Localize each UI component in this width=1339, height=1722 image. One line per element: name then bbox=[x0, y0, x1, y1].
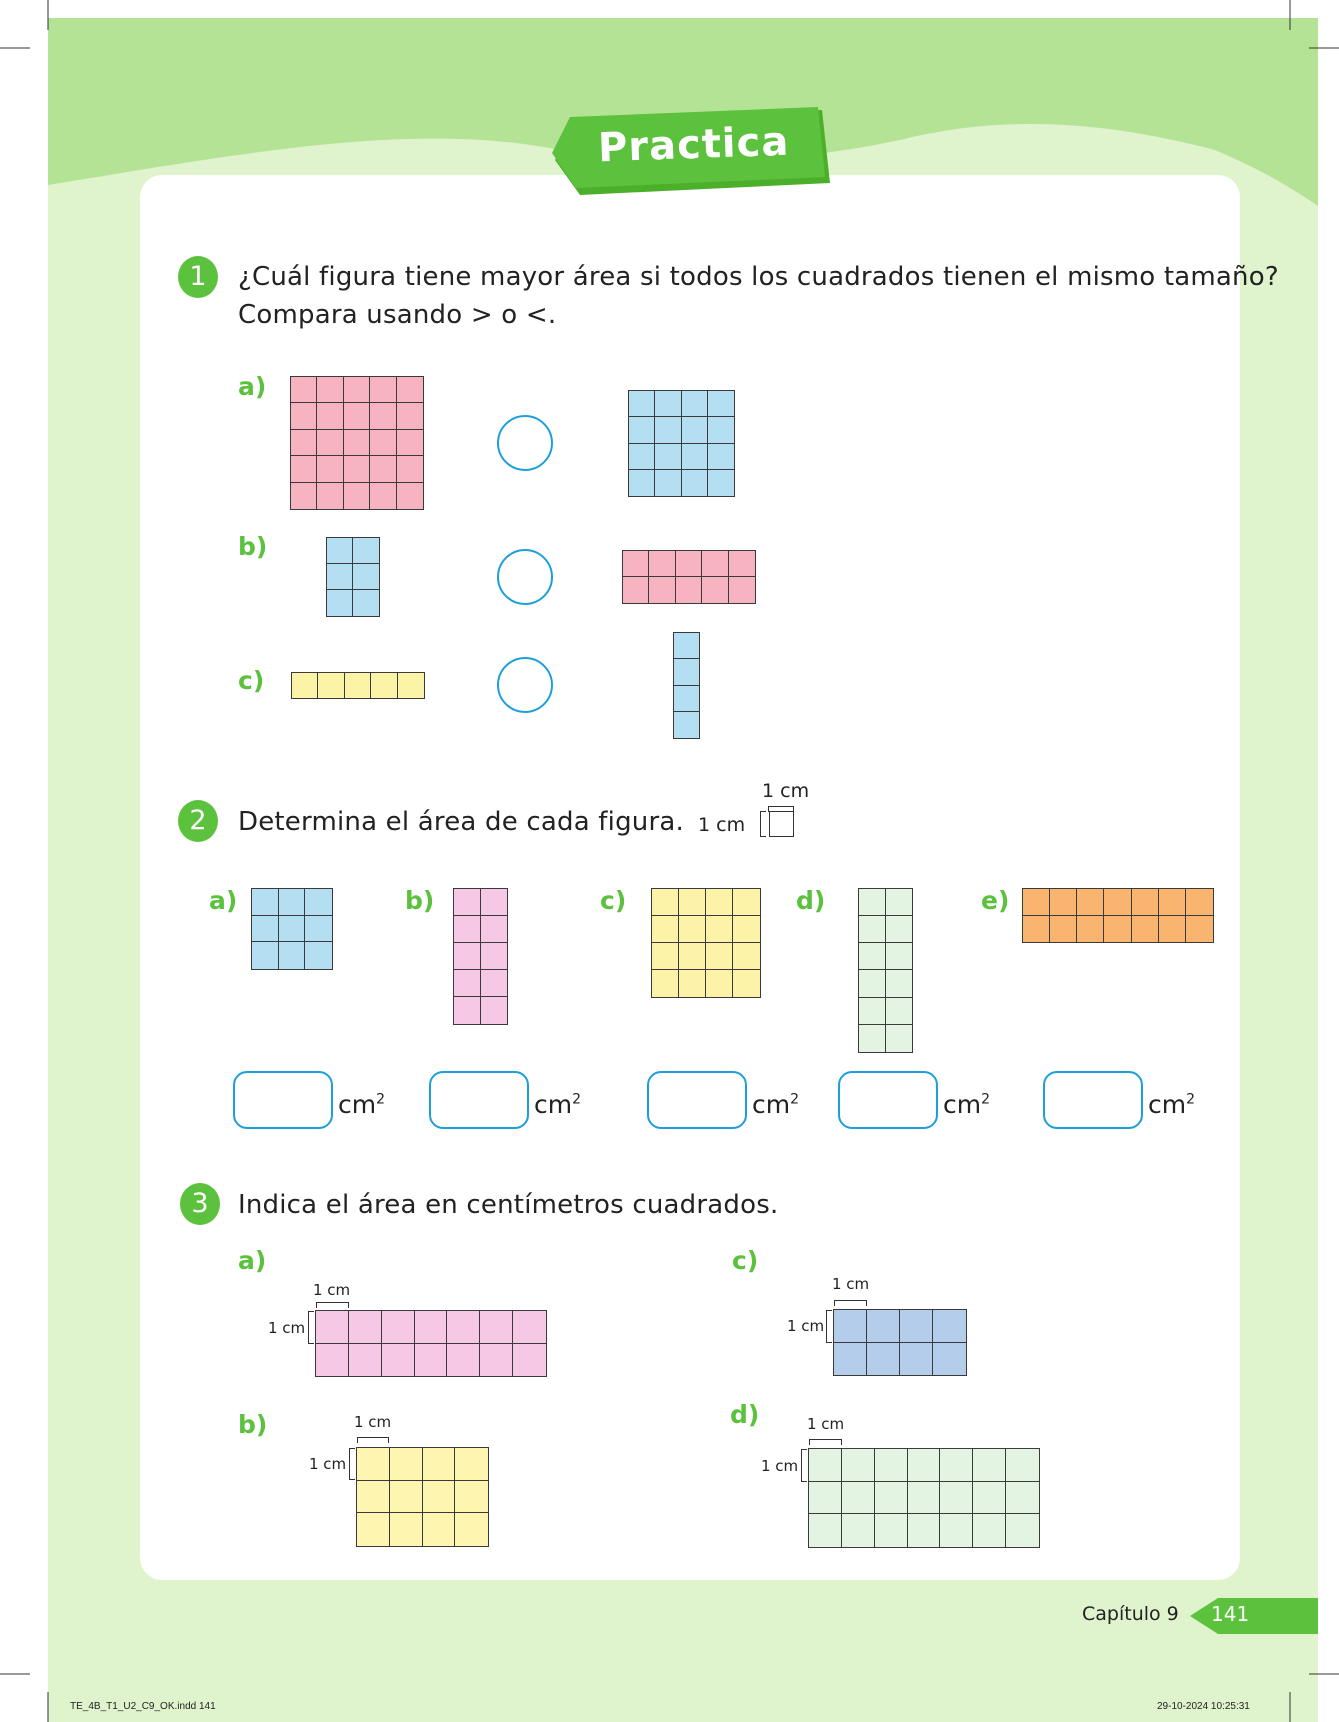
q1-a-left-figure-unit-square bbox=[317, 456, 343, 482]
q3-item-c-label: c) bbox=[732, 1246, 759, 1275]
q1-a-right-figure-unit-square bbox=[708, 444, 734, 470]
q3-a-figure-unit-square bbox=[349, 1344, 382, 1377]
q2-a-figure-unit-square bbox=[252, 916, 279, 943]
q3-b-side-bracket bbox=[349, 1448, 355, 1480]
q1-a-left-figure-unit-square bbox=[370, 456, 396, 482]
q1-a-right-figure-unit-square bbox=[655, 444, 681, 470]
q2-legend-top: 1 cm bbox=[762, 780, 810, 802]
question-2-badge: 2 bbox=[178, 800, 218, 842]
q1-c-left-figure-unit-square bbox=[318, 673, 344, 698]
q2-b-figure-unit-square bbox=[454, 970, 481, 997]
q3-a-figure-unit-square bbox=[415, 1311, 448, 1344]
q2-d-figure-unit-square bbox=[886, 943, 913, 970]
q3-a-figure-unit-square bbox=[382, 1344, 415, 1377]
q1-a-right-figure-unit-square bbox=[682, 470, 708, 496]
q1-b-left-figure-unit-square bbox=[353, 538, 379, 564]
q1-c-left-figure-unit-square bbox=[345, 673, 371, 698]
q2-e-figure bbox=[1022, 888, 1214, 943]
q1-a-right-figure bbox=[628, 390, 735, 497]
q1-b-right-figure-unit-square bbox=[649, 551, 675, 577]
q2-e-figure-unit-square bbox=[1023, 916, 1050, 943]
q3-b-figure-unit-square bbox=[390, 1481, 423, 1514]
q2-e-figure-unit-square bbox=[1077, 916, 1104, 943]
q3-c-top-bracket bbox=[834, 1300, 867, 1306]
q3-a-figure-unit-square bbox=[382, 1311, 415, 1344]
q2-d-figure-unit-square bbox=[886, 1025, 913, 1052]
q3-b-figure-unit-square bbox=[390, 1513, 423, 1546]
question-3-badge: 3 bbox=[180, 1183, 220, 1225]
q1-a-left-figure-unit-square bbox=[397, 377, 423, 403]
q1-a-right-figure-unit-square bbox=[682, 417, 708, 443]
q3-b-top-bracket bbox=[357, 1437, 389, 1443]
q1-a-left-figure-unit-square bbox=[291, 456, 317, 482]
q2-a-figure bbox=[251, 888, 333, 970]
q1-b-right-figure-unit-square bbox=[702, 551, 728, 577]
q3-b-figure-unit-square bbox=[455, 1448, 488, 1481]
q3-a-figure-unit-square bbox=[316, 1311, 349, 1344]
q3-d-figure-unit-square bbox=[940, 1514, 973, 1547]
question-2-text: Determina el área de cada figura. bbox=[238, 807, 684, 837]
q3-d-figure-unit-square bbox=[1006, 1449, 1039, 1482]
q3-a-figure-unit-square bbox=[316, 1344, 349, 1377]
q2-d-figure bbox=[858, 888, 913, 1053]
q3-c-figure-unit-square bbox=[867, 1343, 900, 1376]
q1-c-compare-circle[interactable] bbox=[497, 657, 553, 713]
q2-e-figure-unit-square bbox=[1159, 916, 1186, 943]
q1-b-left-figure-unit-square bbox=[353, 564, 379, 590]
q3-d-figure-unit-square bbox=[809, 1449, 842, 1482]
q3-a-side-bracket bbox=[308, 1311, 314, 1344]
q3-d-figure-unit-square bbox=[908, 1482, 941, 1515]
q3-d-figure-unit-square bbox=[842, 1482, 875, 1515]
q3-d-figure-unit-square bbox=[908, 1449, 941, 1482]
q2-c-figure-unit-square bbox=[652, 970, 679, 997]
q3-c-figure-unit-square bbox=[900, 1310, 933, 1343]
q2-legend-left: 1 cm bbox=[698, 814, 746, 836]
q1-a-right-figure-unit-square bbox=[682, 391, 708, 417]
q2-c-figure-unit-square bbox=[706, 889, 733, 916]
q2-b-figure-unit-square bbox=[454, 943, 481, 970]
q3-d-figure-unit-square bbox=[908, 1514, 941, 1547]
q1-b-right-figure-unit-square bbox=[649, 577, 675, 603]
q3-d-figure-unit-square bbox=[973, 1514, 1006, 1547]
q1-a-right-figure-unit-square bbox=[629, 470, 655, 496]
q2-item-e-label: e) bbox=[981, 886, 1010, 915]
q2-e-figure-unit-square bbox=[1023, 889, 1050, 916]
q1-a-left-figure-unit-square bbox=[344, 377, 370, 403]
q3-d-figure-unit-square bbox=[875, 1449, 908, 1482]
q2-c-figure-unit-square bbox=[733, 970, 760, 997]
q3-d-figure-unit-square bbox=[1006, 1482, 1039, 1515]
q1-b-left-figure-unit-square bbox=[327, 564, 353, 590]
q3-d-side-measure: 1 cm bbox=[761, 1457, 799, 1475]
q1-a-right-figure-unit-square bbox=[629, 417, 655, 443]
q3-d-figure-unit-square bbox=[842, 1449, 875, 1482]
q2-b-figure-unit-square bbox=[454, 889, 481, 916]
q3-d-figure-unit-square bbox=[875, 1482, 908, 1515]
q2-e-figure-unit-square bbox=[1186, 916, 1213, 943]
q2-b-figure-unit-square bbox=[481, 997, 508, 1024]
q1-c-left-figure-unit-square bbox=[292, 673, 318, 698]
q3-c-figure-unit-square bbox=[900, 1343, 933, 1376]
q1-c-right-figure bbox=[673, 632, 700, 739]
q2-d-figure-unit-square bbox=[886, 998, 913, 1025]
q3-a-side-measure: 1 cm bbox=[268, 1319, 306, 1337]
q2-c-figure-unit-square bbox=[706, 943, 733, 970]
q1-a-right-figure-unit-square bbox=[655, 417, 681, 443]
q2-b-answer-box[interactable] bbox=[429, 1071, 529, 1129]
q1-a-right-figure-unit-square bbox=[629, 444, 655, 470]
q2-c-figure-unit-square bbox=[652, 916, 679, 943]
q1-c-right-figure-unit-square bbox=[674, 633, 699, 659]
q2-e-figure-unit-square bbox=[1132, 916, 1159, 943]
q2-c-figure-unit-square bbox=[679, 916, 706, 943]
q3-d-figure-unit-square bbox=[809, 1514, 842, 1547]
q2-b-figure bbox=[453, 888, 508, 1025]
q2-a-unit: $cm^2$ bbox=[338, 1090, 386, 1119]
q2-d-figure-unit-square bbox=[859, 916, 886, 943]
q1-b-compare-circle[interactable] bbox=[497, 549, 553, 605]
q1-a-left-figure-unit-square bbox=[317, 403, 343, 429]
q3-a-figure-unit-square bbox=[513, 1311, 546, 1344]
q3-d-figure-unit-square bbox=[973, 1449, 1006, 1482]
q1-a-right-figure-unit-square bbox=[655, 470, 681, 496]
q2-e-figure-unit-square bbox=[1132, 889, 1159, 916]
q3-d-figure-unit-square bbox=[940, 1482, 973, 1515]
q2-a-figure-unit-square bbox=[252, 942, 279, 969]
q1-c-right-figure-unit-square bbox=[674, 686, 699, 712]
q2-a-figure-unit-square bbox=[279, 889, 306, 916]
q2-b-figure-unit-square bbox=[454, 997, 481, 1024]
q2-d-unit: $cm^2$ bbox=[943, 1090, 991, 1119]
q2-d-figure-unit-square bbox=[886, 889, 913, 916]
q1-b-left-figure-unit-square bbox=[327, 590, 353, 616]
q2-c-figure-unit-square bbox=[652, 889, 679, 916]
q2-d-figure-unit-square bbox=[886, 970, 913, 997]
q1-c-left-figure-unit-square bbox=[371, 673, 397, 698]
q3-b-figure-unit-square bbox=[423, 1448, 456, 1481]
q1-b-right-figure-unit-square bbox=[676, 551, 702, 577]
q2-a-figure-unit-square bbox=[252, 889, 279, 916]
q3-c-figure-unit-square bbox=[933, 1310, 966, 1343]
q2-c-figure bbox=[651, 888, 761, 998]
question-1-text-line2: Compara usando > o <. bbox=[238, 300, 557, 330]
q3-d-figure bbox=[808, 1448, 1040, 1548]
q2-legend-square-icon bbox=[769, 811, 794, 837]
q3-item-b-label: b) bbox=[238, 1410, 268, 1439]
q2-a-figure-unit-square bbox=[305, 916, 332, 943]
q1-a-left-figure-unit-square bbox=[344, 430, 370, 456]
q3-d-figure-unit-square bbox=[1006, 1514, 1039, 1547]
q3-a-figure-unit-square bbox=[447, 1344, 480, 1377]
q3-d-figure-unit-square bbox=[809, 1482, 842, 1515]
q3-b-figure-unit-square bbox=[357, 1513, 390, 1546]
q2-d-figure-unit-square bbox=[859, 943, 886, 970]
q1-a-left-figure-unit-square bbox=[291, 483, 317, 509]
q1-a-right-figure-unit-square bbox=[682, 444, 708, 470]
q2-item-a-label: a) bbox=[209, 886, 238, 915]
q3-a-top-measure: 1 cm bbox=[313, 1281, 351, 1299]
q3-c-figure-unit-square bbox=[867, 1310, 900, 1343]
q2-c-unit: $cm^2$ bbox=[752, 1090, 800, 1119]
q1-a-left-figure-unit-square bbox=[291, 403, 317, 429]
q2-b-figure-unit-square bbox=[481, 943, 508, 970]
q3-b-figure-unit-square bbox=[357, 1448, 390, 1481]
q3-d-figure-unit-square bbox=[940, 1449, 973, 1482]
q1-a-left-figure-unit-square bbox=[344, 456, 370, 482]
q3-b-figure-unit-square bbox=[423, 1481, 456, 1514]
q1-c-right-figure-unit-square bbox=[674, 712, 699, 738]
file-name: TE_4B_T1_U2_C9_OK.indd 141 bbox=[70, 1701, 216, 1712]
q1-a-left-figure-unit-square bbox=[291, 377, 317, 403]
q3-b-figure-unit-square bbox=[423, 1513, 456, 1546]
q3-a-figure-unit-square bbox=[480, 1344, 513, 1377]
q2-a-figure-unit-square bbox=[279, 942, 306, 969]
q1-b-right-figure-unit-square bbox=[623, 551, 649, 577]
q2-e-figure-unit-square bbox=[1050, 889, 1077, 916]
q2-d-figure-unit-square bbox=[859, 998, 886, 1025]
q2-c-figure-unit-square bbox=[706, 970, 733, 997]
q1-b-right-figure-unit-square bbox=[702, 577, 728, 603]
q1-a-left-figure-unit-square bbox=[397, 430, 423, 456]
q2-b-figure-unit-square bbox=[481, 970, 508, 997]
q2-e-figure-unit-square bbox=[1050, 916, 1077, 943]
q1-a-left-figure-unit-square bbox=[317, 430, 343, 456]
q1-a-right-figure-unit-square bbox=[708, 470, 734, 496]
q3-c-side-bracket bbox=[826, 1310, 832, 1343]
q2-e-figure-unit-square bbox=[1104, 916, 1131, 943]
q2-a-answer-box[interactable] bbox=[233, 1071, 333, 1129]
q1-a-left-figure-unit-square bbox=[370, 377, 396, 403]
q3-b-figure-unit-square bbox=[357, 1481, 390, 1514]
q3-c-figure-unit-square bbox=[834, 1343, 867, 1376]
q1-b-left-figure-unit-square bbox=[327, 538, 353, 564]
q2-e-figure-unit-square bbox=[1186, 889, 1213, 916]
q2-a-figure-unit-square bbox=[305, 942, 332, 969]
q1-a-left-figure-unit-square bbox=[397, 483, 423, 509]
q2-a-figure-unit-square bbox=[279, 916, 306, 943]
q1-a-left-figure-unit-square bbox=[317, 377, 343, 403]
q2-d-answer-box[interactable] bbox=[838, 1071, 938, 1129]
q1-a-left-figure bbox=[290, 376, 424, 510]
q1-c-left-figure-unit-square bbox=[398, 673, 424, 698]
q1-b-right-figure-unit-square bbox=[729, 577, 755, 603]
q1-b-right-figure-unit-square bbox=[623, 577, 649, 603]
q3-c-figure bbox=[833, 1309, 967, 1376]
q1-a-right-figure-unit-square bbox=[629, 391, 655, 417]
q3-b-figure-unit-square bbox=[455, 1481, 488, 1514]
q2-c-figure-unit-square bbox=[733, 889, 760, 916]
q1-b-left-figure-unit-square bbox=[353, 590, 379, 616]
q3-b-figure-unit-square bbox=[390, 1448, 423, 1481]
q3-a-figure bbox=[315, 1310, 547, 1377]
q2-item-c-label: c) bbox=[600, 886, 627, 915]
q3-d-figure-unit-square bbox=[973, 1482, 1006, 1515]
q3-a-figure-unit-square bbox=[447, 1311, 480, 1344]
q1-item-c-label: c) bbox=[238, 666, 265, 695]
q2-c-figure-unit-square bbox=[679, 889, 706, 916]
question-3-text: Indica el área en centímetros cuadrados. bbox=[238, 1190, 779, 1220]
q3-b-side-measure: 1 cm bbox=[309, 1455, 347, 1473]
chapter-label: Capítulo 9 bbox=[1082, 1603, 1179, 1625]
q2-b-figure-unit-square bbox=[454, 916, 481, 943]
q2-d-figure-unit-square bbox=[859, 889, 886, 916]
print-timestamp: 29-10-2024 10:25:31 bbox=[1157, 1701, 1250, 1712]
q3-c-side-measure: 1 cm bbox=[787, 1317, 825, 1335]
q2-c-answer-box[interactable] bbox=[647, 1071, 747, 1129]
q3-a-figure-unit-square bbox=[415, 1344, 448, 1377]
question-1-badge: 1 bbox=[178, 256, 218, 298]
q1-b-left-figure bbox=[326, 537, 380, 617]
q1-a-right-figure-unit-square bbox=[708, 417, 734, 443]
header-title: Practica bbox=[597, 118, 791, 172]
q2-c-figure-unit-square bbox=[679, 943, 706, 970]
q3-b-top-measure: 1 cm bbox=[354, 1413, 392, 1431]
q1-a-left-figure-unit-square bbox=[344, 403, 370, 429]
q3-d-top-bracket bbox=[809, 1439, 842, 1445]
question-1-text-line1: ¿Cuál figura tiene mayor área si todos los cuadrados tienen el mismo tamaño? bbox=[238, 262, 1279, 292]
q3-d-figure-unit-square bbox=[875, 1514, 908, 1547]
q1-item-a-label: a) bbox=[238, 372, 267, 401]
q2-a-figure-unit-square bbox=[305, 889, 332, 916]
q3-b-figure bbox=[356, 1447, 489, 1547]
q2-e-figure-unit-square bbox=[1077, 889, 1104, 916]
q2-d-figure-unit-square bbox=[886, 916, 913, 943]
q3-a-figure-unit-square bbox=[349, 1311, 382, 1344]
page-number: 141 bbox=[1211, 1602, 1250, 1626]
q1-b-right-figure-unit-square bbox=[729, 551, 755, 577]
q3-b-figure-unit-square bbox=[455, 1513, 488, 1546]
q2-legend-left-bracket bbox=[760, 811, 766, 837]
q1-a-left-figure-unit-square bbox=[317, 483, 343, 509]
q2-c-figure-unit-square bbox=[706, 916, 733, 943]
q2-e-answer-box[interactable] bbox=[1043, 1071, 1143, 1129]
q2-c-figure-unit-square bbox=[733, 943, 760, 970]
q2-e-unit: $cm^2$ bbox=[1148, 1090, 1196, 1119]
q1-a-left-figure-unit-square bbox=[370, 483, 396, 509]
q3-item-d-label: d) bbox=[730, 1400, 760, 1429]
q3-a-figure-unit-square bbox=[513, 1344, 546, 1377]
q1-a-left-figure-unit-square bbox=[291, 430, 317, 456]
q3-d-side-bracket bbox=[801, 1449, 807, 1482]
q3-c-top-measure: 1 cm bbox=[832, 1275, 870, 1293]
q2-item-b-label: b) bbox=[405, 886, 435, 915]
q2-d-figure-unit-square bbox=[859, 970, 886, 997]
q1-item-b-label: b) bbox=[238, 532, 268, 561]
q3-d-top-measure: 1 cm bbox=[807, 1415, 845, 1433]
q2-b-figure-unit-square bbox=[481, 889, 508, 916]
q1-b-right-figure bbox=[622, 550, 756, 604]
q1-a-left-figure-unit-square bbox=[397, 403, 423, 429]
q3-c-figure-unit-square bbox=[834, 1310, 867, 1343]
q1-a-left-figure-unit-square bbox=[370, 430, 396, 456]
q2-b-figure-unit-square bbox=[481, 916, 508, 943]
q1-c-right-figure-unit-square bbox=[674, 659, 699, 685]
q1-a-left-figure-unit-square bbox=[397, 456, 423, 482]
q3-a-top-bracket bbox=[316, 1302, 349, 1308]
q1-a-left-figure-unit-square bbox=[370, 403, 396, 429]
q1-a-right-figure-unit-square bbox=[655, 391, 681, 417]
q3-item-a-label: a) bbox=[238, 1246, 267, 1275]
q2-c-figure-unit-square bbox=[679, 970, 706, 997]
q1-b-right-figure-unit-square bbox=[676, 577, 702, 603]
q1-a-compare-circle[interactable] bbox=[497, 415, 553, 471]
q1-a-left-figure-unit-square bbox=[344, 483, 370, 509]
q2-e-figure-unit-square bbox=[1159, 889, 1186, 916]
q2-item-d-label: d) bbox=[796, 886, 826, 915]
q2-c-figure-unit-square bbox=[733, 916, 760, 943]
q2-c-figure-unit-square bbox=[652, 943, 679, 970]
q2-d-figure-unit-square bbox=[859, 1025, 886, 1052]
q2-b-unit: $cm^2$ bbox=[534, 1090, 582, 1119]
q2-e-figure-unit-square bbox=[1104, 889, 1131, 916]
q1-c-left-figure bbox=[291, 672, 425, 699]
q3-a-figure-unit-square bbox=[480, 1311, 513, 1344]
q1-a-right-figure-unit-square bbox=[708, 391, 734, 417]
q3-d-figure-unit-square bbox=[842, 1514, 875, 1547]
q3-c-figure-unit-square bbox=[933, 1343, 966, 1376]
